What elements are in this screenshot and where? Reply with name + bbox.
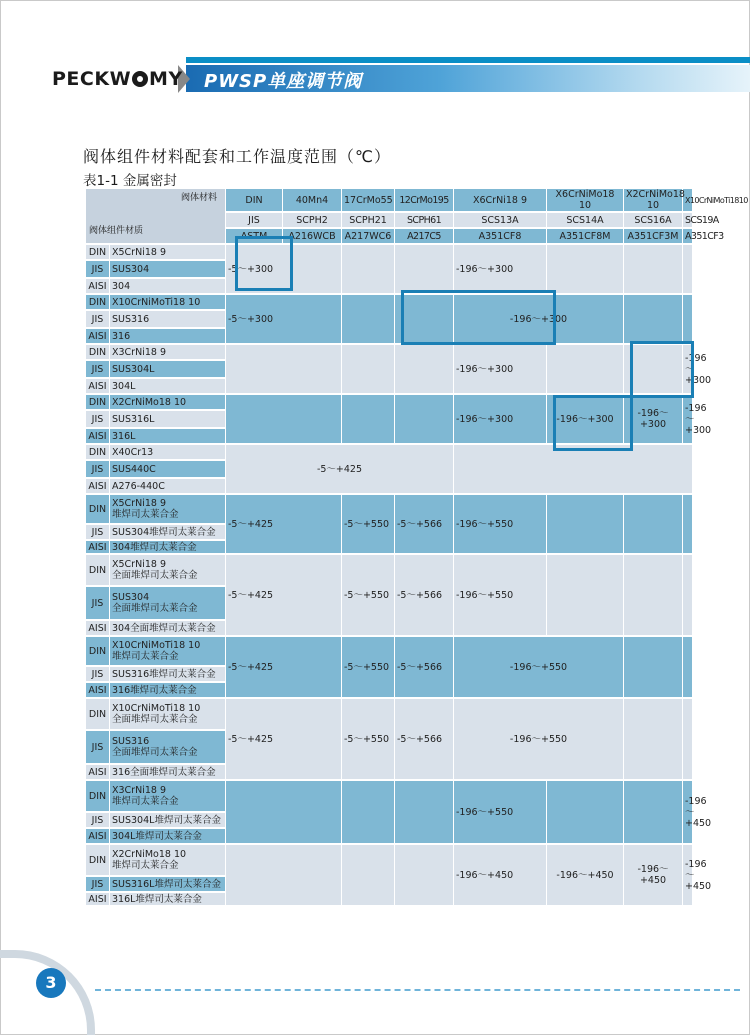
header-title-bar	[186, 65, 750, 92]
col-2-din: 17CrMo55	[342, 189, 394, 211]
material-name: 316全面堆焊司太莱合金	[110, 765, 225, 779]
empty-cell	[395, 345, 453, 393]
material-name: X10CrNiMoTi18 10 堆焊司太莱合金	[110, 637, 225, 665]
empty-cell	[342, 345, 394, 393]
table-row	[86, 781, 692, 811]
col-5-jis: SCS14A	[547, 213, 623, 227]
temp-range-cell: -5～+550	[342, 555, 394, 635]
empty-cell	[624, 295, 682, 343]
temp-range-cell: -196～+300	[454, 295, 623, 343]
col-1-jis: SCPH2	[283, 213, 341, 227]
material-name: SUS304L堆焊司太莱合金	[110, 813, 225, 827]
table-row	[86, 637, 692, 665]
std-label-din: DIN	[86, 845, 109, 875]
empty-cell	[683, 699, 692, 779]
brand-logo	[52, 68, 183, 90]
std-label-jis: JIS	[86, 587, 109, 619]
temp-range-cell: -5～+425	[226, 555, 341, 635]
material-name: X2CrNiMo18 10 堆焊司太莱合金	[110, 845, 225, 875]
material-name: 316堆焊司太莱合金	[110, 683, 225, 697]
material-name: X3CrNi18 9 堆焊司太莱合金	[110, 781, 225, 811]
logo-text-right: MY	[149, 68, 183, 90]
temp-range-cell: -5～+566	[395, 495, 453, 553]
empty-cell	[395, 245, 453, 293]
empty-cell	[395, 845, 453, 905]
table-caption: 表1-1 金属密封	[83, 173, 177, 189]
temp-range-cell: -196～+450	[683, 845, 692, 905]
temp-range-cell: -196～+450	[547, 845, 623, 905]
logo-o-icon	[132, 71, 148, 87]
std-label-jis: JIS	[86, 667, 109, 681]
material-name: X10CrNiMoTi18 10	[110, 295, 225, 309]
material-name: SUS304 全面堆焊司太莱合金	[110, 587, 225, 619]
std-label-din: DIN	[86, 699, 109, 729]
std-label-jis: JIS	[86, 731, 109, 763]
empty-cell	[342, 245, 394, 293]
std-label-jis: JIS	[86, 261, 109, 277]
table-row	[86, 699, 692, 729]
empty-cell	[395, 781, 453, 843]
empty-cell	[547, 245, 623, 293]
page-heading: 阀体组件材料配套和工作温度范围（℃）	[83, 147, 391, 166]
material-name: X10CrNiMoTi18 10 全面堆焊司太莱合金	[110, 699, 225, 729]
table-row	[86, 345, 692, 359]
table-row	[86, 495, 692, 523]
temp-range-cell: -196～+300	[683, 395, 692, 443]
temp-range-cell: -5～+550	[342, 637, 394, 697]
empty-cell	[547, 345, 623, 393]
material-name: SUS304L	[110, 361, 225, 377]
col-4-astm: A351CF8	[454, 229, 546, 243]
material-name: 304全面堆焊司太莱合金	[110, 621, 225, 635]
header-row-din	[86, 189, 692, 211]
empty-cell	[342, 781, 394, 843]
material-name: X2CrNiMo18 10	[110, 395, 225, 409]
std-label-din: DIN	[86, 445, 109, 459]
col-3-jis: SCPH61	[395, 213, 453, 227]
empty-cell	[683, 637, 692, 697]
table-row	[86, 555, 692, 585]
std-label-aisi: AISI	[86, 829, 109, 843]
std-label-jis: JIS	[86, 525, 109, 539]
col-7-jis: SCS19A	[685, 214, 719, 226]
empty-cell	[342, 295, 394, 343]
col-5-din: X6CrNiMo18 10	[547, 189, 623, 211]
empty-cell	[683, 295, 692, 343]
empty-cell	[395, 395, 453, 443]
empty-cell	[226, 395, 341, 443]
temp-range-cell: -5～+425	[226, 637, 341, 697]
std-label-jis: JIS	[86, 877, 109, 891]
material-name: 316L	[110, 429, 225, 443]
col-4-jis: SCS13A	[454, 213, 546, 227]
material-name: 304	[110, 279, 225, 293]
temp-range-cell: -196～+450	[454, 845, 546, 905]
empty-cell	[624, 495, 682, 553]
std-label-din: DIN	[226, 189, 282, 211]
material-name: SUS440C	[110, 461, 225, 477]
col-7-din: X10CrNiMoTi1810	[683, 189, 692, 211]
material-name: SUS304堆焊司太莱合金	[110, 525, 225, 539]
material-name: 304L堆焊司太莱合金	[110, 829, 225, 843]
std-label-aisi: AISI	[86, 683, 109, 697]
col-3-din: 12CrMo195	[395, 189, 453, 211]
material-name: 316	[110, 329, 225, 343]
temp-range-cell: -196～+550	[454, 495, 546, 553]
temp-range-cell: -5～+425	[226, 495, 341, 553]
material-name: SUS316堆焊司太莱合金	[110, 667, 225, 681]
std-label-din: DIN	[86, 395, 109, 409]
temp-range-cell: -5～+425	[226, 699, 341, 779]
empty-cell	[342, 845, 394, 905]
highlight-box-c	[630, 341, 694, 398]
material-name: SUS316L	[110, 411, 225, 427]
empty-cell	[683, 495, 692, 553]
temp-range-cell: -196～+450	[683, 781, 692, 843]
highlight-box-b	[401, 290, 556, 345]
highlight-box-a	[235, 236, 293, 291]
temp-range-cell: -196～+300	[454, 395, 546, 443]
table-row	[86, 845, 692, 875]
temp-range-cell: -196～+550	[454, 555, 546, 635]
empty-cell	[547, 555, 623, 635]
logo-text-left: PECKW	[52, 68, 132, 90]
page-number: 3	[36, 968, 66, 998]
temp-range-cell: -5～+425	[226, 445, 453, 493]
std-label-din: DIN	[86, 495, 109, 523]
col-1-astm: A216WCB	[283, 229, 341, 243]
empty-cell	[226, 845, 341, 905]
material-name: 316L堆焊司太莱合金	[110, 893, 225, 905]
empty-cell	[624, 245, 682, 293]
corner-label-top: 阀体材料	[180, 193, 217, 203]
empty-cell	[683, 555, 692, 635]
empty-cell	[226, 781, 341, 843]
empty-cell	[624, 781, 682, 843]
std-label-jis: JIS	[86, 361, 109, 377]
std-label-din: DIN	[86, 245, 109, 259]
material-name: A276-440C	[110, 479, 225, 493]
material-name: X5CrNi18 9 堆焊司太莱合金	[110, 495, 225, 523]
temp-range-cell: -5～+550	[342, 495, 394, 553]
temp-range-cell: -196～+550	[454, 637, 623, 697]
col-5-astm: A351CF8M	[547, 229, 623, 243]
std-label-aisi: AISI	[86, 541, 109, 553]
std-label-aisi: AISI	[86, 479, 109, 493]
temp-range-cell: -5～+300	[226, 245, 341, 293]
std-label-aisi: AISI	[86, 279, 109, 293]
material-name: SUS316 全面堆焊司太莱合金	[110, 731, 225, 763]
empty-cell	[624, 699, 682, 779]
col-6-jis: SCS16A	[624, 213, 682, 227]
header-stripe	[186, 57, 750, 63]
header-title: PWSP单座调节阀	[204, 71, 363, 92]
material-name: SUS316L堆焊司太莱合金	[110, 877, 225, 891]
footer-dashed-line	[95, 989, 740, 991]
material-name: X5CrNi18 9 全面堆焊司太莱合金	[110, 555, 225, 585]
temp-range-cell: -196～+300	[624, 395, 682, 443]
std-label-din: DIN	[86, 555, 109, 585]
col-1-din: 40Mn4	[283, 189, 341, 211]
temp-range-cell: -5～+550	[342, 699, 394, 779]
material-name: SUS316	[110, 311, 225, 327]
col-7-astm: A351CF3	[685, 230, 724, 242]
temp-range-cell: -196～+300	[547, 395, 623, 443]
empty-cell	[547, 495, 623, 553]
std-label-aisi: AISI	[86, 893, 109, 905]
std-label-aisi: AISI	[86, 765, 109, 779]
col-2-astm: A217WC6	[342, 229, 394, 243]
temp-range-cell: -5～+300	[226, 295, 341, 343]
temp-range-cell: -196～+300	[454, 345, 546, 393]
empty-cell	[547, 781, 623, 843]
std-label-jis: JIS	[226, 213, 282, 227]
table-row	[86, 245, 692, 259]
temp-range-cell: -196～+300	[454, 245, 546, 293]
std-label-jis: JIS	[86, 411, 109, 427]
temp-range-cell: -5～+566	[395, 555, 453, 635]
col-3-astm: A217C5	[395, 229, 453, 243]
empty-cell	[624, 555, 682, 635]
temp-range-cell: -196～+550	[454, 699, 623, 779]
std-label-jis: JIS	[86, 461, 109, 477]
std-label-jis: JIS	[86, 813, 109, 827]
empty-cell	[226, 345, 341, 393]
table-row	[86, 295, 692, 309]
std-label-din: DIN	[86, 781, 109, 811]
temp-range-cell: -196～+550	[454, 781, 546, 843]
col-2-jis: SCPH21	[342, 213, 394, 227]
empty-cell	[342, 395, 394, 443]
std-label-aisi: AISI	[86, 621, 109, 635]
std-label-din: DIN	[86, 295, 109, 309]
empty-cell	[454, 445, 692, 493]
corner-label-bottom: 阀体组件材质	[89, 226, 144, 236]
col-4-din: X6CrNi18 9	[454, 189, 546, 211]
col-6-din: X2CrNiMo18 10	[626, 189, 685, 211]
material-name: 304堆焊司太莱合金	[110, 541, 225, 553]
col-6-astm: A351CF3M	[624, 229, 682, 243]
empty-cell	[624, 637, 682, 697]
std-label-din: DIN	[86, 637, 109, 665]
material-name: 304L	[110, 379, 225, 393]
empty-cell	[683, 245, 692, 293]
std-label-astm: ASTM	[226, 229, 282, 243]
std-label-aisi: AISI	[86, 379, 109, 393]
material-name: X3CrNi18 9	[110, 345, 225, 359]
std-label-din: DIN	[86, 345, 109, 359]
temp-range-cell: -5～+566	[395, 699, 453, 779]
std-label-jis: JIS	[86, 311, 109, 327]
corner-cell	[86, 189, 225, 243]
std-label-aisi: AISI	[86, 329, 109, 343]
temp-range-cell: -5～+566	[395, 637, 453, 697]
material-name: X5CrNi18 9	[110, 245, 225, 259]
materials-table	[85, 187, 748, 907]
std-label-aisi: AISI	[86, 429, 109, 443]
highlight-box-d	[553, 395, 633, 451]
temp-range-cell: -196～+450	[624, 845, 682, 905]
temp-range-cell: -196～+300	[683, 345, 692, 393]
material-name: SUS304	[110, 261, 225, 277]
material-name: X40Cr13	[110, 445, 225, 459]
